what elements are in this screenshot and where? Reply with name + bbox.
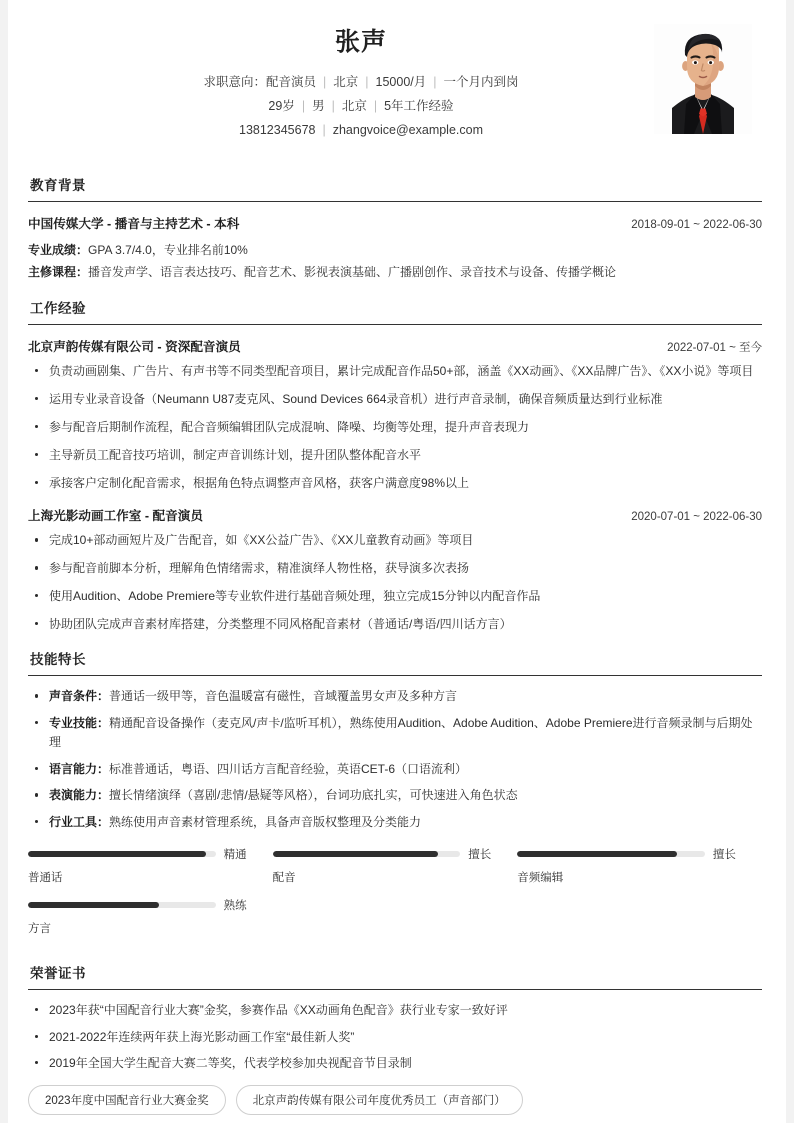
- objective-position: 配音演员: [265, 74, 316, 89]
- honors-list: [28, 1001, 762, 1073]
- list-item: 运用专业录音设备（Neumann U87麦克风、Sound Devices 664录音机）进行声音录制，确保音频质量达到行业标准: [28, 390, 762, 409]
- page-title: 张声: [334, 28, 387, 56]
- work-title: 上海光影动画工作室 - 配音演员: [28, 509, 203, 524]
- skill-bar-row: [28, 897, 247, 913]
- section-honors: [28, 962, 762, 1115]
- work-title: 北京声韵传媒有限公司 - 资深配音演员: [28, 340, 241, 354]
- avatar-illustration-icon: [654, 24, 752, 134]
- skill-bar-fill: [517, 851, 676, 857]
- honor-tag[interactable]: 北京声韵传媒有限公司年度优秀员工（声音部门）: [236, 1085, 523, 1115]
- skill-bar-fill: [273, 851, 438, 857]
- list-item: 承接客户定制化配音需求，根据角色特点调整声音风格，获客户满意度98%以上: [28, 474, 762, 493]
- work-entry-head: [28, 505, 762, 524]
- skill-bar-track: [517, 851, 705, 857]
- skill-bar-row: [517, 846, 736, 862]
- section-title-work: 工作经验: [28, 297, 762, 325]
- skill-value: 普通话一级甲等，音色温暖富有磁性，音域覆盖男女声及多种方言: [109, 689, 458, 704]
- list-item: 主导新员工配音技巧培训，制定声音训练计划，提升团队整体配音水平: [28, 446, 762, 465]
- meta-separator: |: [433, 74, 437, 89]
- skill-value: 标准普通话，粤语、四川话方言配音经验，英语CET-6（口语流利）: [109, 761, 468, 776]
- work-date: 2022-07-01 ~ 至今: [667, 342, 762, 354]
- skill-bar-item: [28, 897, 273, 936]
- skill-value: 精通配音设备操作（麦克风/声卡/监听耳机），熟练使用Audition、Adobe Audition、Adobe Premiere进行音频录制与后期处理: [49, 715, 753, 750]
- meta-separator: |: [301, 98, 306, 113]
- skill-bar-name: 音频编辑: [517, 872, 564, 885]
- skill-bar-item: [28, 846, 273, 885]
- section-title-education: 教育背景: [28, 174, 762, 202]
- honor-tag[interactable]: 2023年度中国配音行业大赛金奖: [28, 1085, 226, 1115]
- meta-row-contact: [68, 121, 654, 140]
- education-courses-value: 播音发声学、语言表达技巧、配音艺术、影视表演基础、广播剧创作、录音技术与设备、传播学概论: [88, 264, 617, 279]
- education-entry-head: [28, 213, 762, 232]
- section-skills: [28, 648, 762, 948]
- skill-bar-level: 擅长: [712, 849, 736, 862]
- education-courses-label: 主修课程：: [28, 264, 89, 279]
- skill-label: 语言能力：: [49, 761, 110, 776]
- avatar: [654, 24, 752, 134]
- list-item: 参与配音前脚本分析，理解角色情绪需求，精准演绎人物性格，获导演多次表扬: [28, 559, 762, 578]
- work-entry: [28, 336, 762, 493]
- contact-phone[interactable]: 13812345678: [239, 123, 316, 138]
- education-courses-row: [28, 261, 762, 283]
- skill-bar-group: [28, 846, 762, 948]
- work-bullet-list: [28, 531, 762, 634]
- work-bullet-list: [28, 362, 762, 493]
- skill-bar-row: [28, 846, 247, 862]
- skill-bar-track: [28, 902, 216, 908]
- list-item: 2019年全国大学生配音大赛二等奖，代表学校参加央视配音节目录制: [28, 1054, 762, 1073]
- skill-bar-item: [517, 846, 762, 885]
- skill-label: 表演能力：: [49, 788, 110, 803]
- personal-experience: 5年工作经验: [384, 98, 454, 113]
- objective-city: 北京: [333, 74, 359, 89]
- education-date: 2018-09-01 ~ 2022-06-30: [631, 218, 762, 231]
- skill-value: 擅长情绪演绎（喜剧/悲情/悬疑等风格），台词功底扎实，可快速进入角色状态: [109, 788, 518, 803]
- list-item: [28, 687, 762, 706]
- list-item: 协助团队完成声音素材库搭建，分类整理不同风格配音素材（普通话/粤语/四川话方言）: [28, 615, 762, 634]
- skill-bar-level: 熟练: [223, 900, 247, 913]
- list-item: [28, 813, 762, 832]
- skill-bar-row: [273, 846, 492, 862]
- education-entry: [28, 213, 762, 283]
- list-item: 2023年获“中国配音行业大赛”金奖，参赛作品《XX动画角色配音》获行业专家一致好评: [28, 1001, 762, 1020]
- section-work: [28, 297, 762, 634]
- skill-label: 声音条件：: [49, 689, 110, 704]
- work-entry-head: [28, 336, 762, 355]
- objective-salary: 15000/月: [375, 74, 427, 89]
- skill-bar-level: 精通: [223, 849, 247, 862]
- personal-age: 29岁: [268, 98, 295, 113]
- meta-row-objective: [68, 73, 654, 92]
- section-education: [28, 174, 762, 283]
- meta-row-personal: [68, 97, 654, 116]
- meta-separator: |: [365, 74, 369, 89]
- list-item: 2021-2022年连续两年获上海光影动画工作室“最佳新人奖”: [28, 1028, 762, 1047]
- work-date: 2020-07-01 ~ 2022-06-30: [631, 511, 762, 524]
- education-gpa-value: GPA 3.7/4.0，专业排名前10%: [88, 242, 248, 257]
- contact-email[interactable]: zhangvoice@example.com: [332, 123, 483, 138]
- work-entry: [28, 505, 762, 634]
- personal-gender: 男: [312, 98, 325, 113]
- skill-bar-fill: [28, 851, 206, 857]
- meta-separator: |: [323, 74, 327, 89]
- personal-location: 北京: [341, 98, 367, 113]
- skill-label: 专业技能：: [49, 715, 110, 730]
- objective-label: 求职意向：: [203, 74, 266, 89]
- meta-separator: |: [322, 123, 326, 138]
- skill-bar-level: 擅长: [468, 849, 492, 862]
- skill-label: 行业工具：: [49, 814, 110, 829]
- meta-separator: |: [373, 98, 378, 113]
- resume-header: [28, 16, 762, 160]
- list-item: 完成10+部动画短片及广告配音，如《XX公益广告》、《XX儿童教育动画》等项目: [28, 531, 762, 550]
- education-gpa-label: 专业成绩：: [28, 242, 89, 257]
- list-item: [28, 786, 762, 805]
- objective-availability: 一个月内到岗: [443, 74, 519, 89]
- list-item: 负责动画剧集、广告片、有声书等不同类型配音项目，累计完成配音作品50+部，涵盖《XX动画》、《XX品牌广告》、《XX小说》等项目: [28, 362, 762, 381]
- header-identity: [28, 20, 654, 146]
- education-title: 中国传媒大学 - 播音与主持艺术 - 本科: [28, 216, 240, 231]
- list-item: [28, 714, 762, 753]
- skill-bar-name: 普通话: [28, 872, 63, 885]
- education-gpa-row: [28, 239, 762, 261]
- skill-bar-fill: [28, 902, 159, 908]
- skill-bar-track: [273, 851, 461, 857]
- skill-bar-name: 配音: [272, 872, 296, 885]
- honor-tag-group: [28, 1085, 762, 1115]
- skills-list: [28, 687, 762, 832]
- list-item: 使用Audition、Adobe Premiere等专业软件进行基础音频处理，独立完成15分钟以内配音作品: [28, 587, 762, 606]
- skill-value: 熟练使用声音素材管理系统，具备声音版权整理及分类能力: [109, 814, 422, 829]
- skill-bar-item: [273, 846, 518, 885]
- list-item: [28, 760, 762, 779]
- skill-bar-name: 方言: [28, 923, 51, 936]
- section-title-honors: 荣誉证书: [28, 962, 762, 990]
- skill-bar-track: [28, 851, 216, 857]
- section-title-skills: 技能特长: [28, 648, 762, 676]
- list-item: 参与配音后期制作流程，配合音频编辑团队完成混响、降噪、均衡等处理，提升声音表现力: [28, 418, 762, 437]
- meta-separator: |: [331, 98, 335, 113]
